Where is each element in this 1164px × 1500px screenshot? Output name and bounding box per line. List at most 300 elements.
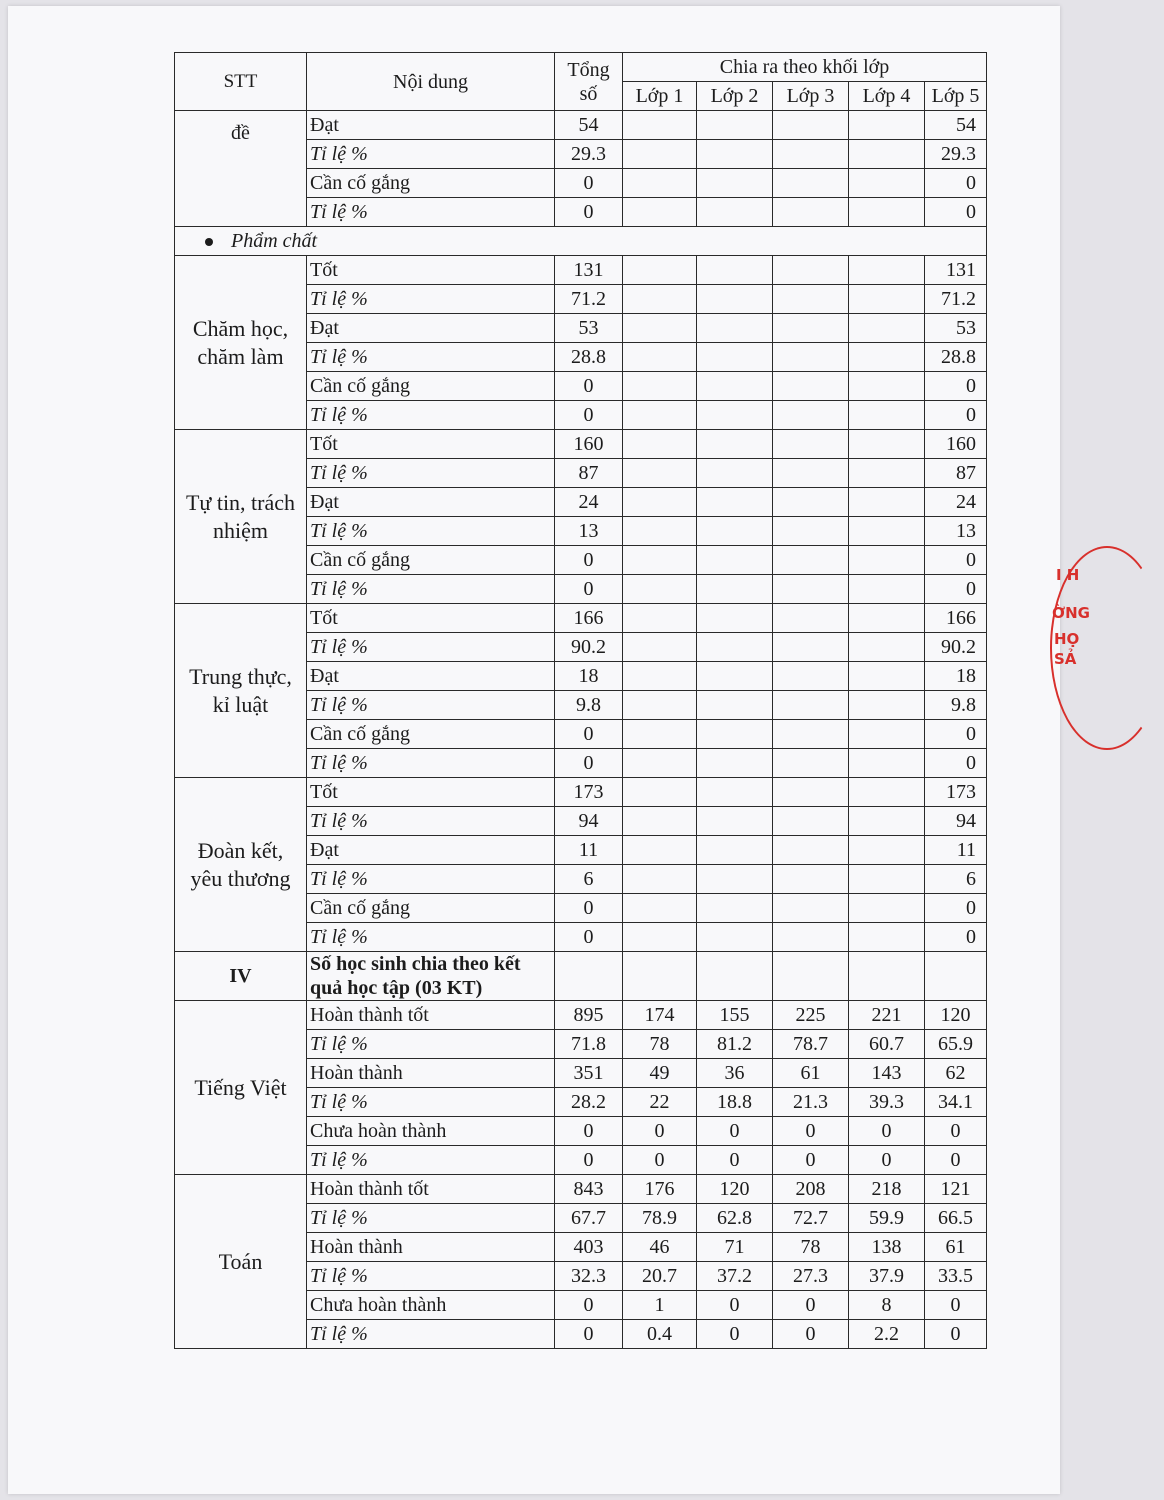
lop-4-value: 37.9 bbox=[849, 1262, 925, 1291]
total-value: 94 bbox=[555, 807, 623, 836]
lop-4-value: 0 bbox=[849, 1146, 925, 1175]
row-label: Đạt bbox=[307, 836, 555, 865]
total-value: 0 bbox=[555, 1320, 623, 1349]
total-value: 0 bbox=[555, 749, 623, 778]
lop-1-value: 174 bbox=[623, 1001, 697, 1030]
lop-3-value bbox=[773, 198, 849, 227]
header-tong-so-line1: Tổng bbox=[567, 58, 610, 81]
lop-1-value: 78.9 bbox=[623, 1204, 697, 1233]
lop-5-value: 18 bbox=[925, 662, 987, 691]
lop-1-value bbox=[623, 314, 697, 343]
lop-2-value: 36 bbox=[697, 1059, 773, 1088]
lop-1-value: 1 bbox=[623, 1291, 697, 1320]
lop-1-value bbox=[623, 691, 697, 720]
lop-5-value: 28.8 bbox=[925, 343, 987, 372]
lop-3-value: 0 bbox=[773, 1320, 849, 1349]
total-value: 32.3 bbox=[555, 1262, 623, 1291]
lop-5-value: 0 bbox=[925, 169, 987, 198]
quality-name bbox=[175, 778, 307, 952]
lop-5-value: 66.5 bbox=[925, 1204, 987, 1233]
lop-1-value bbox=[623, 749, 697, 778]
quality-name-line2: yêu thương bbox=[190, 865, 291, 891]
lop-5-value: 11 bbox=[925, 836, 987, 865]
lop-5-value: 0 bbox=[925, 1291, 987, 1320]
lop-3-value bbox=[773, 430, 849, 459]
lop-5-value: 9.8 bbox=[925, 691, 987, 720]
row-label: Tỉ lệ % bbox=[307, 401, 555, 430]
lop-3-value: 0 bbox=[773, 1117, 849, 1146]
lop-3-value bbox=[773, 720, 849, 749]
section-heading-row bbox=[175, 227, 987, 256]
row-label: Chưa hoàn thành bbox=[307, 1117, 555, 1146]
quality-name-line2: chăm làm bbox=[197, 343, 284, 369]
lop-4-value bbox=[849, 430, 925, 459]
lop-4-value bbox=[849, 343, 925, 372]
lop-3-value bbox=[773, 343, 849, 372]
lop-5-value: 62 bbox=[925, 1059, 987, 1088]
lop-4-value bbox=[849, 749, 925, 778]
quality-name-line1: Trung thực, bbox=[189, 663, 292, 689]
lop-2-value bbox=[697, 778, 773, 807]
lop-3-value bbox=[773, 546, 849, 575]
lop-2-value bbox=[697, 198, 773, 227]
lop-4-value bbox=[849, 778, 925, 807]
total-value: 53 bbox=[555, 314, 623, 343]
lop-1-value bbox=[623, 546, 697, 575]
lop-3-value bbox=[773, 633, 849, 662]
report-table bbox=[174, 52, 987, 1349]
quality-name bbox=[175, 604, 307, 778]
row-label: Tỉ lệ % bbox=[307, 1204, 555, 1233]
pham-chat-heading bbox=[175, 227, 987, 256]
total-value: 0 bbox=[555, 720, 623, 749]
header-lop-4: Lớp 4 bbox=[849, 82, 925, 111]
subject-name: Tiếng Việt bbox=[175, 1001, 307, 1175]
row-label: Tỉ lệ % bbox=[307, 140, 555, 169]
lop-1-value bbox=[623, 575, 697, 604]
section-iv-title-line2: quả học tập (03 KT) bbox=[310, 977, 483, 999]
lop-2-value: 62.8 bbox=[697, 1204, 773, 1233]
lop-3-value bbox=[773, 662, 849, 691]
lop-3-value: 225 bbox=[773, 1001, 849, 1030]
lop-1-value bbox=[623, 169, 697, 198]
lop-2-value bbox=[697, 691, 773, 720]
row-label: Tỉ lệ % bbox=[307, 285, 555, 314]
lop-5-value: 34.1 bbox=[925, 1088, 987, 1117]
table-row bbox=[175, 778, 987, 807]
row-label: Tỉ lệ % bbox=[307, 459, 555, 488]
row-label: Cần cố gắng bbox=[307, 546, 555, 575]
lop-2-value: 155 bbox=[697, 1001, 773, 1030]
row-label: Tỉ lệ % bbox=[307, 749, 555, 778]
lop-4-value: 221 bbox=[849, 1001, 925, 1030]
lop-1-value bbox=[623, 517, 697, 546]
lop-4-value: 8 bbox=[849, 1291, 925, 1320]
lop-4-value: 0 bbox=[849, 1117, 925, 1146]
lop-1-value bbox=[623, 604, 697, 633]
lop-5-value: 13 bbox=[925, 517, 987, 546]
lop-5-value: 53 bbox=[925, 314, 987, 343]
empty-cell bbox=[925, 952, 987, 1001]
row-label: Hoàn thành tốt bbox=[307, 1175, 555, 1204]
lop-4-value: 143 bbox=[849, 1059, 925, 1088]
lop-1-value bbox=[623, 256, 697, 285]
total-value: 843 bbox=[555, 1175, 623, 1204]
lop-2-value: 81.2 bbox=[697, 1030, 773, 1059]
lop-1-value bbox=[623, 720, 697, 749]
lop-3-value bbox=[773, 894, 849, 923]
quality-name bbox=[175, 430, 307, 604]
lop-3-value bbox=[773, 111, 849, 140]
lop-3-value bbox=[773, 285, 849, 314]
lop-5-value: 90.2 bbox=[925, 633, 987, 662]
total-value: 24 bbox=[555, 488, 623, 517]
pham-chat-heading-text: Phẩm chất bbox=[231, 230, 318, 252]
header-lop-2: Lớp 2 bbox=[697, 82, 773, 111]
lop-2-value bbox=[697, 604, 773, 633]
lop-4-value bbox=[849, 575, 925, 604]
lop-5-value: 0 bbox=[925, 1146, 987, 1175]
lop-2-value bbox=[697, 430, 773, 459]
lop-4-value bbox=[849, 546, 925, 575]
lop-1-value: 0 bbox=[623, 1117, 697, 1146]
lop-1-value bbox=[623, 343, 697, 372]
lop-3-value bbox=[773, 140, 849, 169]
section-iv-title-line1: Số học sinh chia theo kết bbox=[310, 953, 521, 975]
lop-1-value: 0 bbox=[623, 1146, 697, 1175]
lop-1-value bbox=[623, 894, 697, 923]
total-value: 0 bbox=[555, 372, 623, 401]
total-value: 0 bbox=[555, 894, 623, 923]
table-row bbox=[175, 604, 987, 633]
total-value: 29.3 bbox=[555, 140, 623, 169]
row-label: Tỉ lệ % bbox=[307, 1262, 555, 1291]
lop-5-value: 173 bbox=[925, 778, 987, 807]
total-value: 0 bbox=[555, 1146, 623, 1175]
lop-3-value bbox=[773, 575, 849, 604]
lop-5-value: 0 bbox=[925, 401, 987, 430]
lop-1-value bbox=[623, 198, 697, 227]
lop-3-value bbox=[773, 604, 849, 633]
lop-1-value: 49 bbox=[623, 1059, 697, 1088]
row-label: Tỉ lệ % bbox=[307, 923, 555, 952]
lop-3-value bbox=[773, 923, 849, 952]
lop-2-value bbox=[697, 343, 773, 372]
lop-2-value bbox=[697, 111, 773, 140]
lop-4-value: 2.2 bbox=[849, 1320, 925, 1349]
lop-3-value bbox=[773, 778, 849, 807]
lop-4-value: 59.9 bbox=[849, 1204, 925, 1233]
total-value: 0 bbox=[555, 1117, 623, 1146]
lop-2-value bbox=[697, 720, 773, 749]
total-value: 71.2 bbox=[555, 285, 623, 314]
lop-1-value bbox=[623, 401, 697, 430]
header-chia-ra: Chia ra theo khối lớp bbox=[623, 53, 987, 82]
total-value: 0 bbox=[555, 198, 623, 227]
quality-name-line1: Tự tin, trách bbox=[185, 489, 296, 515]
lop-4-value bbox=[849, 256, 925, 285]
lop-5-value: 0 bbox=[925, 923, 987, 952]
lop-2-value: 71 bbox=[697, 1233, 773, 1262]
table-row bbox=[175, 111, 987, 140]
stamp-text: ỜNG bbox=[1052, 604, 1090, 622]
lop-5-value: 121 bbox=[925, 1175, 987, 1204]
lop-5-value: 0 bbox=[925, 1117, 987, 1146]
row-label: Hoàn thành bbox=[307, 1059, 555, 1088]
lop-1-value bbox=[623, 459, 697, 488]
quality-name bbox=[175, 256, 307, 430]
lop-5-value: 0 bbox=[925, 720, 987, 749]
lop-4-value bbox=[849, 459, 925, 488]
row-label: Đạt bbox=[307, 662, 555, 691]
lop-1-value bbox=[623, 111, 697, 140]
lop-3-value: 0 bbox=[773, 1146, 849, 1175]
total-value: 351 bbox=[555, 1059, 623, 1088]
lop-4-value bbox=[849, 836, 925, 865]
lop-2-value: 0 bbox=[697, 1146, 773, 1175]
lop-4-value bbox=[849, 894, 925, 923]
document-page bbox=[8, 6, 1090, 1494]
lop-2-value: 120 bbox=[697, 1175, 773, 1204]
quality-name-line1: Đoàn kết, bbox=[197, 837, 284, 863]
lop-1-value bbox=[623, 865, 697, 894]
lop-5-value: 0 bbox=[925, 1320, 987, 1349]
empty-cell bbox=[773, 952, 849, 1001]
lop-4-value bbox=[849, 140, 925, 169]
lop-3-value bbox=[773, 836, 849, 865]
lop-5-value: 33.5 bbox=[925, 1262, 987, 1291]
red-stamp-fragment bbox=[1038, 546, 1098, 746]
lop-1-value bbox=[623, 140, 697, 169]
lop-5-value: 29.3 bbox=[925, 140, 987, 169]
lop-4-value bbox=[849, 604, 925, 633]
row-label: Tỉ lệ % bbox=[307, 1088, 555, 1117]
lop-5-value: 87 bbox=[925, 459, 987, 488]
section-iv-row bbox=[175, 952, 987, 1001]
total-value: 71.8 bbox=[555, 1030, 623, 1059]
total-value: 895 bbox=[555, 1001, 623, 1030]
lop-5-value: 65.9 bbox=[925, 1030, 987, 1059]
lop-3-value: 78.7 bbox=[773, 1030, 849, 1059]
empty-cell bbox=[697, 952, 773, 1001]
stamp-text: HỌ bbox=[1054, 630, 1080, 648]
lop-5-value: 54 bbox=[925, 111, 987, 140]
lop-5-value: 120 bbox=[925, 1001, 987, 1030]
lop-1-value bbox=[623, 778, 697, 807]
header-row-1 bbox=[175, 53, 987, 82]
header-noi-dung: Nội dung bbox=[307, 53, 555, 111]
header-lop-1: Lớp 1 bbox=[623, 82, 697, 111]
header-lop-3: Lớp 3 bbox=[773, 82, 849, 111]
total-value: 13 bbox=[555, 517, 623, 546]
lop-4-value bbox=[849, 720, 925, 749]
row-label: Đạt bbox=[307, 488, 555, 517]
row-label: Tỉ lệ % bbox=[307, 343, 555, 372]
lop-1-value: 176 bbox=[623, 1175, 697, 1204]
quality-name-line1: Chăm học, bbox=[192, 315, 289, 341]
stamp-text: SẢ bbox=[1054, 650, 1077, 668]
lop-2-value bbox=[697, 459, 773, 488]
lop-3-value bbox=[773, 691, 849, 720]
lop-2-value: 0 bbox=[697, 1320, 773, 1349]
lop-4-value bbox=[849, 923, 925, 952]
lop-3-value bbox=[773, 314, 849, 343]
row-label: Tốt bbox=[307, 778, 555, 807]
bullet-icon bbox=[205, 238, 213, 246]
lop-3-value bbox=[773, 807, 849, 836]
lop-4-value: 39.3 bbox=[849, 1088, 925, 1117]
lop-3-value bbox=[773, 401, 849, 430]
lop-3-value: 27.3 bbox=[773, 1262, 849, 1291]
lop-4-value: 60.7 bbox=[849, 1030, 925, 1059]
row-label: Đạt bbox=[307, 314, 555, 343]
lop-3-value bbox=[773, 256, 849, 285]
row-label: Tỉ lệ % bbox=[307, 1146, 555, 1175]
lop-5-value: 166 bbox=[925, 604, 987, 633]
total-value: 403 bbox=[555, 1233, 623, 1262]
table-row bbox=[175, 1001, 987, 1030]
total-value: 166 bbox=[555, 604, 623, 633]
lop-2-value: 0 bbox=[697, 1117, 773, 1146]
lop-2-value bbox=[697, 401, 773, 430]
total-value: 28.2 bbox=[555, 1088, 623, 1117]
header-stt: STT bbox=[175, 53, 307, 111]
table-row bbox=[175, 430, 987, 459]
empty-cell bbox=[623, 952, 697, 1001]
total-value: 0 bbox=[555, 546, 623, 575]
lop-1-value: 46 bbox=[623, 1233, 697, 1262]
total-value: 160 bbox=[555, 430, 623, 459]
total-value: 9.8 bbox=[555, 691, 623, 720]
lop-5-value: 61 bbox=[925, 1233, 987, 1262]
row-label: Tỉ lệ % bbox=[307, 865, 555, 894]
lop-3-value bbox=[773, 488, 849, 517]
lop-3-value bbox=[773, 517, 849, 546]
lop-4-value bbox=[849, 488, 925, 517]
header-tong-so-line2: số bbox=[579, 82, 598, 105]
row-label: Đạt bbox=[307, 111, 555, 140]
lop-1-value bbox=[623, 836, 697, 865]
lop-5-value: 0 bbox=[925, 749, 987, 778]
stamp-text: I H bbox=[1056, 566, 1080, 584]
lop-4-value: 138 bbox=[849, 1233, 925, 1262]
header-lop-5: Lớp 5 bbox=[925, 82, 987, 111]
lop-2-value bbox=[697, 923, 773, 952]
section-iv-stt: IV bbox=[175, 952, 307, 1001]
lop-3-value bbox=[773, 749, 849, 778]
lop-4-value bbox=[849, 807, 925, 836]
lop-4-value bbox=[849, 517, 925, 546]
lop-2-value bbox=[697, 865, 773, 894]
lop-2-value bbox=[697, 749, 773, 778]
lop-2-value bbox=[697, 894, 773, 923]
row-label: Cần cố gắng bbox=[307, 720, 555, 749]
quality-name-line2: kỉ luật bbox=[212, 691, 269, 717]
row-label: Tỉ lệ % bbox=[307, 1030, 555, 1059]
lop-2-value bbox=[697, 575, 773, 604]
table-row bbox=[175, 256, 987, 285]
quality-name-line2: nhiệm bbox=[213, 517, 268, 543]
lop-3-value bbox=[773, 372, 849, 401]
lop-5-value: 0 bbox=[925, 894, 987, 923]
lop-3-value: 0 bbox=[773, 1291, 849, 1320]
lop-4-value bbox=[849, 691, 925, 720]
row-label: Tốt bbox=[307, 256, 555, 285]
row-label: Cần cố gắng bbox=[307, 169, 555, 198]
lop-2-value: 18.8 bbox=[697, 1088, 773, 1117]
lop-4-value bbox=[849, 865, 925, 894]
lop-2-value bbox=[697, 372, 773, 401]
lop-3-value: 21.3 bbox=[773, 1088, 849, 1117]
lop-2-value bbox=[697, 256, 773, 285]
lop-4-value bbox=[849, 285, 925, 314]
lop-2-value bbox=[697, 633, 773, 662]
lop-2-value bbox=[697, 169, 773, 198]
row-label: Tỉ lệ % bbox=[307, 633, 555, 662]
lop-3-value: 61 bbox=[773, 1059, 849, 1088]
total-value: 0 bbox=[555, 401, 623, 430]
lop-1-value: 0.4 bbox=[623, 1320, 697, 1349]
row-label: Tỉ lệ % bbox=[307, 691, 555, 720]
lop-4-value bbox=[849, 198, 925, 227]
row-label: Tỉ lệ % bbox=[307, 1320, 555, 1349]
total-value: 0 bbox=[555, 575, 623, 604]
lop-1-value: 22 bbox=[623, 1088, 697, 1117]
total-value: 54 bbox=[555, 111, 623, 140]
lop-2-value bbox=[697, 836, 773, 865]
lop-1-value: 20.7 bbox=[623, 1262, 697, 1291]
lop-2-value bbox=[697, 517, 773, 546]
lop-3-value: 78 bbox=[773, 1233, 849, 1262]
lop-3-value: 208 bbox=[773, 1175, 849, 1204]
lop-4-value bbox=[849, 633, 925, 662]
lop-1-value bbox=[623, 285, 697, 314]
lop-2-value bbox=[697, 807, 773, 836]
row-label: Hoàn thành bbox=[307, 1233, 555, 1262]
row-label: Cần cố gắng bbox=[307, 894, 555, 923]
total-value: 67.7 bbox=[555, 1204, 623, 1233]
row-label: Tốt bbox=[307, 604, 555, 633]
total-value: 0 bbox=[555, 1291, 623, 1320]
lop-4-value bbox=[849, 401, 925, 430]
lop-2-value bbox=[697, 314, 773, 343]
lop-2-value: 37.2 bbox=[697, 1262, 773, 1291]
empty-cell bbox=[849, 952, 925, 1001]
lop-1-value bbox=[623, 923, 697, 952]
table-row bbox=[175, 1175, 987, 1204]
lop-4-value bbox=[849, 662, 925, 691]
lop-5-value: 0 bbox=[925, 546, 987, 575]
lop-2-value bbox=[697, 285, 773, 314]
lop-2-value bbox=[697, 546, 773, 575]
lop-5-value: 131 bbox=[925, 256, 987, 285]
total-value: 131 bbox=[555, 256, 623, 285]
lop-4-value bbox=[849, 169, 925, 198]
lop-2-value: 0 bbox=[697, 1291, 773, 1320]
total-value: 0 bbox=[555, 169, 623, 198]
lop-4-value bbox=[849, 372, 925, 401]
row-label: Tỉ lệ % bbox=[307, 517, 555, 546]
row-label: Tỉ lệ % bbox=[307, 198, 555, 227]
lop-5-value: 94 bbox=[925, 807, 987, 836]
lop-5-value: 0 bbox=[925, 198, 987, 227]
total-value: 87 bbox=[555, 459, 623, 488]
row-label: Cần cố gắng bbox=[307, 372, 555, 401]
section-iv-title bbox=[307, 952, 555, 1001]
lop-4-value bbox=[849, 111, 925, 140]
subject-name: Toán bbox=[175, 1175, 307, 1349]
lop-3-value bbox=[773, 169, 849, 198]
